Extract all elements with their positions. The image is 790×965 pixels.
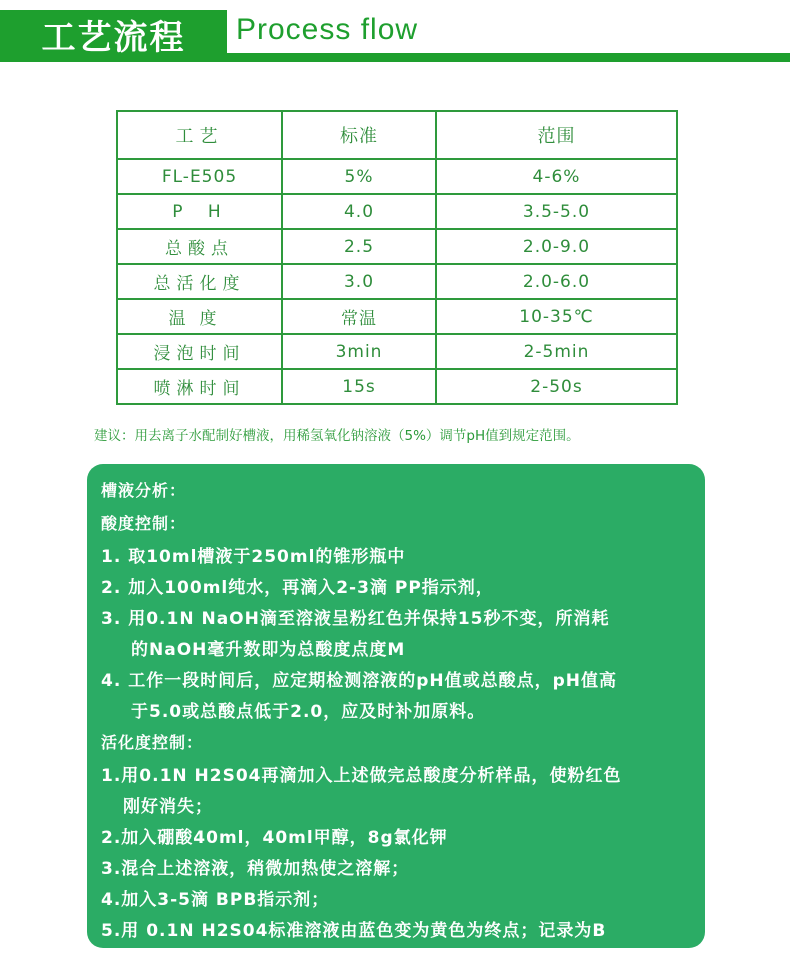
table-row [117, 264, 677, 299]
cell-standard: 5% [282, 159, 436, 194]
activity-control-heading: 活化度控制： [101, 733, 204, 752]
cell-process: 总酸点 [117, 229, 282, 264]
activity-step: 5.用 0.1N H2S04标准溶液由蓝色变为黄色为终点；记录为B [101, 921, 607, 941]
cell-range: 3.5-5.0 [436, 194, 677, 229]
activity-step: 4.加入3-5滴 BPB指示剂； [101, 890, 330, 910]
cell-process: 喷淋时间 [117, 369, 282, 404]
cell-range: 2-50s [436, 369, 677, 404]
cell-process: 浸泡时间 [117, 334, 282, 369]
section-header [0, 0, 790, 66]
column-header-range: 范围 [436, 111, 677, 159]
cell-standard: 15s [282, 369, 436, 404]
cell-standard: 4.0 [282, 194, 436, 229]
cell-range: 10-35℃ [436, 299, 677, 334]
table-row [117, 369, 677, 404]
cell-standard: 常温 [282, 299, 436, 334]
cell-range: 4-6% [436, 159, 677, 194]
table-row [117, 194, 677, 229]
panel-title: 槽液分析： [101, 481, 187, 500]
cell-process: 温度 [117, 299, 282, 334]
column-header-standard: 标准 [282, 111, 436, 159]
header-title-cn: 工艺流程 [0, 10, 227, 62]
cell-range: 2.0-9.0 [436, 229, 677, 264]
header-title-en: Process flow [236, 13, 419, 46]
process-spec-table [116, 110, 678, 405]
cell-process: P H [117, 194, 282, 229]
acid-step: 1. 取10ml槽液于250ml的锥形瓶中 [101, 547, 406, 567]
recommendation-note: 建议：用去离子水配制好槽液，用稀氢氧化钠溶液（5%）调节pH值到规定范围。 [94, 428, 580, 444]
table-row [117, 299, 677, 334]
cell-process: 总活化度 [117, 264, 282, 299]
activity-step: 3.混合上述溶液，稍微加热使之溶解； [101, 859, 410, 879]
table-row [117, 229, 677, 264]
table-row [117, 334, 677, 369]
cell-standard: 3min [282, 334, 436, 369]
table-header-row [117, 111, 677, 159]
table-row [117, 159, 677, 194]
acid-step: 4. 工作一段时间后，应定期检测溶液的pH值或总酸点，pH值高 [101, 671, 617, 691]
column-header-process: 工艺 [117, 111, 282, 159]
cell-range: 2.0-6.0 [436, 264, 677, 299]
acid-control-heading: 酸度控制： [101, 514, 187, 533]
activity-step-continued: 刚好消失； [123, 797, 213, 817]
cell-standard: 2.5 [282, 229, 436, 264]
acid-step: 2. 加入100ml纯水，再滴入2-3滴 PP指示剂， [101, 578, 494, 598]
activity-step: 1.用0.1N H2S04再滴加入上述做完总酸度分析样品，使粉红色 [101, 766, 622, 786]
cell-process: FL-E505 [117, 159, 282, 194]
activity-step: 2.加入硼酸40ml，40ml甲醇，8g氯化钾 [101, 828, 448, 848]
cell-range: 2-5min [436, 334, 677, 369]
cell-standard: 3.0 [282, 264, 436, 299]
acid-step-continued: 的NaOH毫升数即为总酸度点度M [131, 640, 406, 660]
acid-step-continued: 于5.0或总酸点低于2.0，应及时补加原料。 [131, 702, 486, 722]
acid-step: 3. 用0.1N NaOH滴至溶液呈粉红色并保持15秒不变，所消耗 [101, 609, 610, 629]
bath-analysis-panel [87, 464, 705, 948]
